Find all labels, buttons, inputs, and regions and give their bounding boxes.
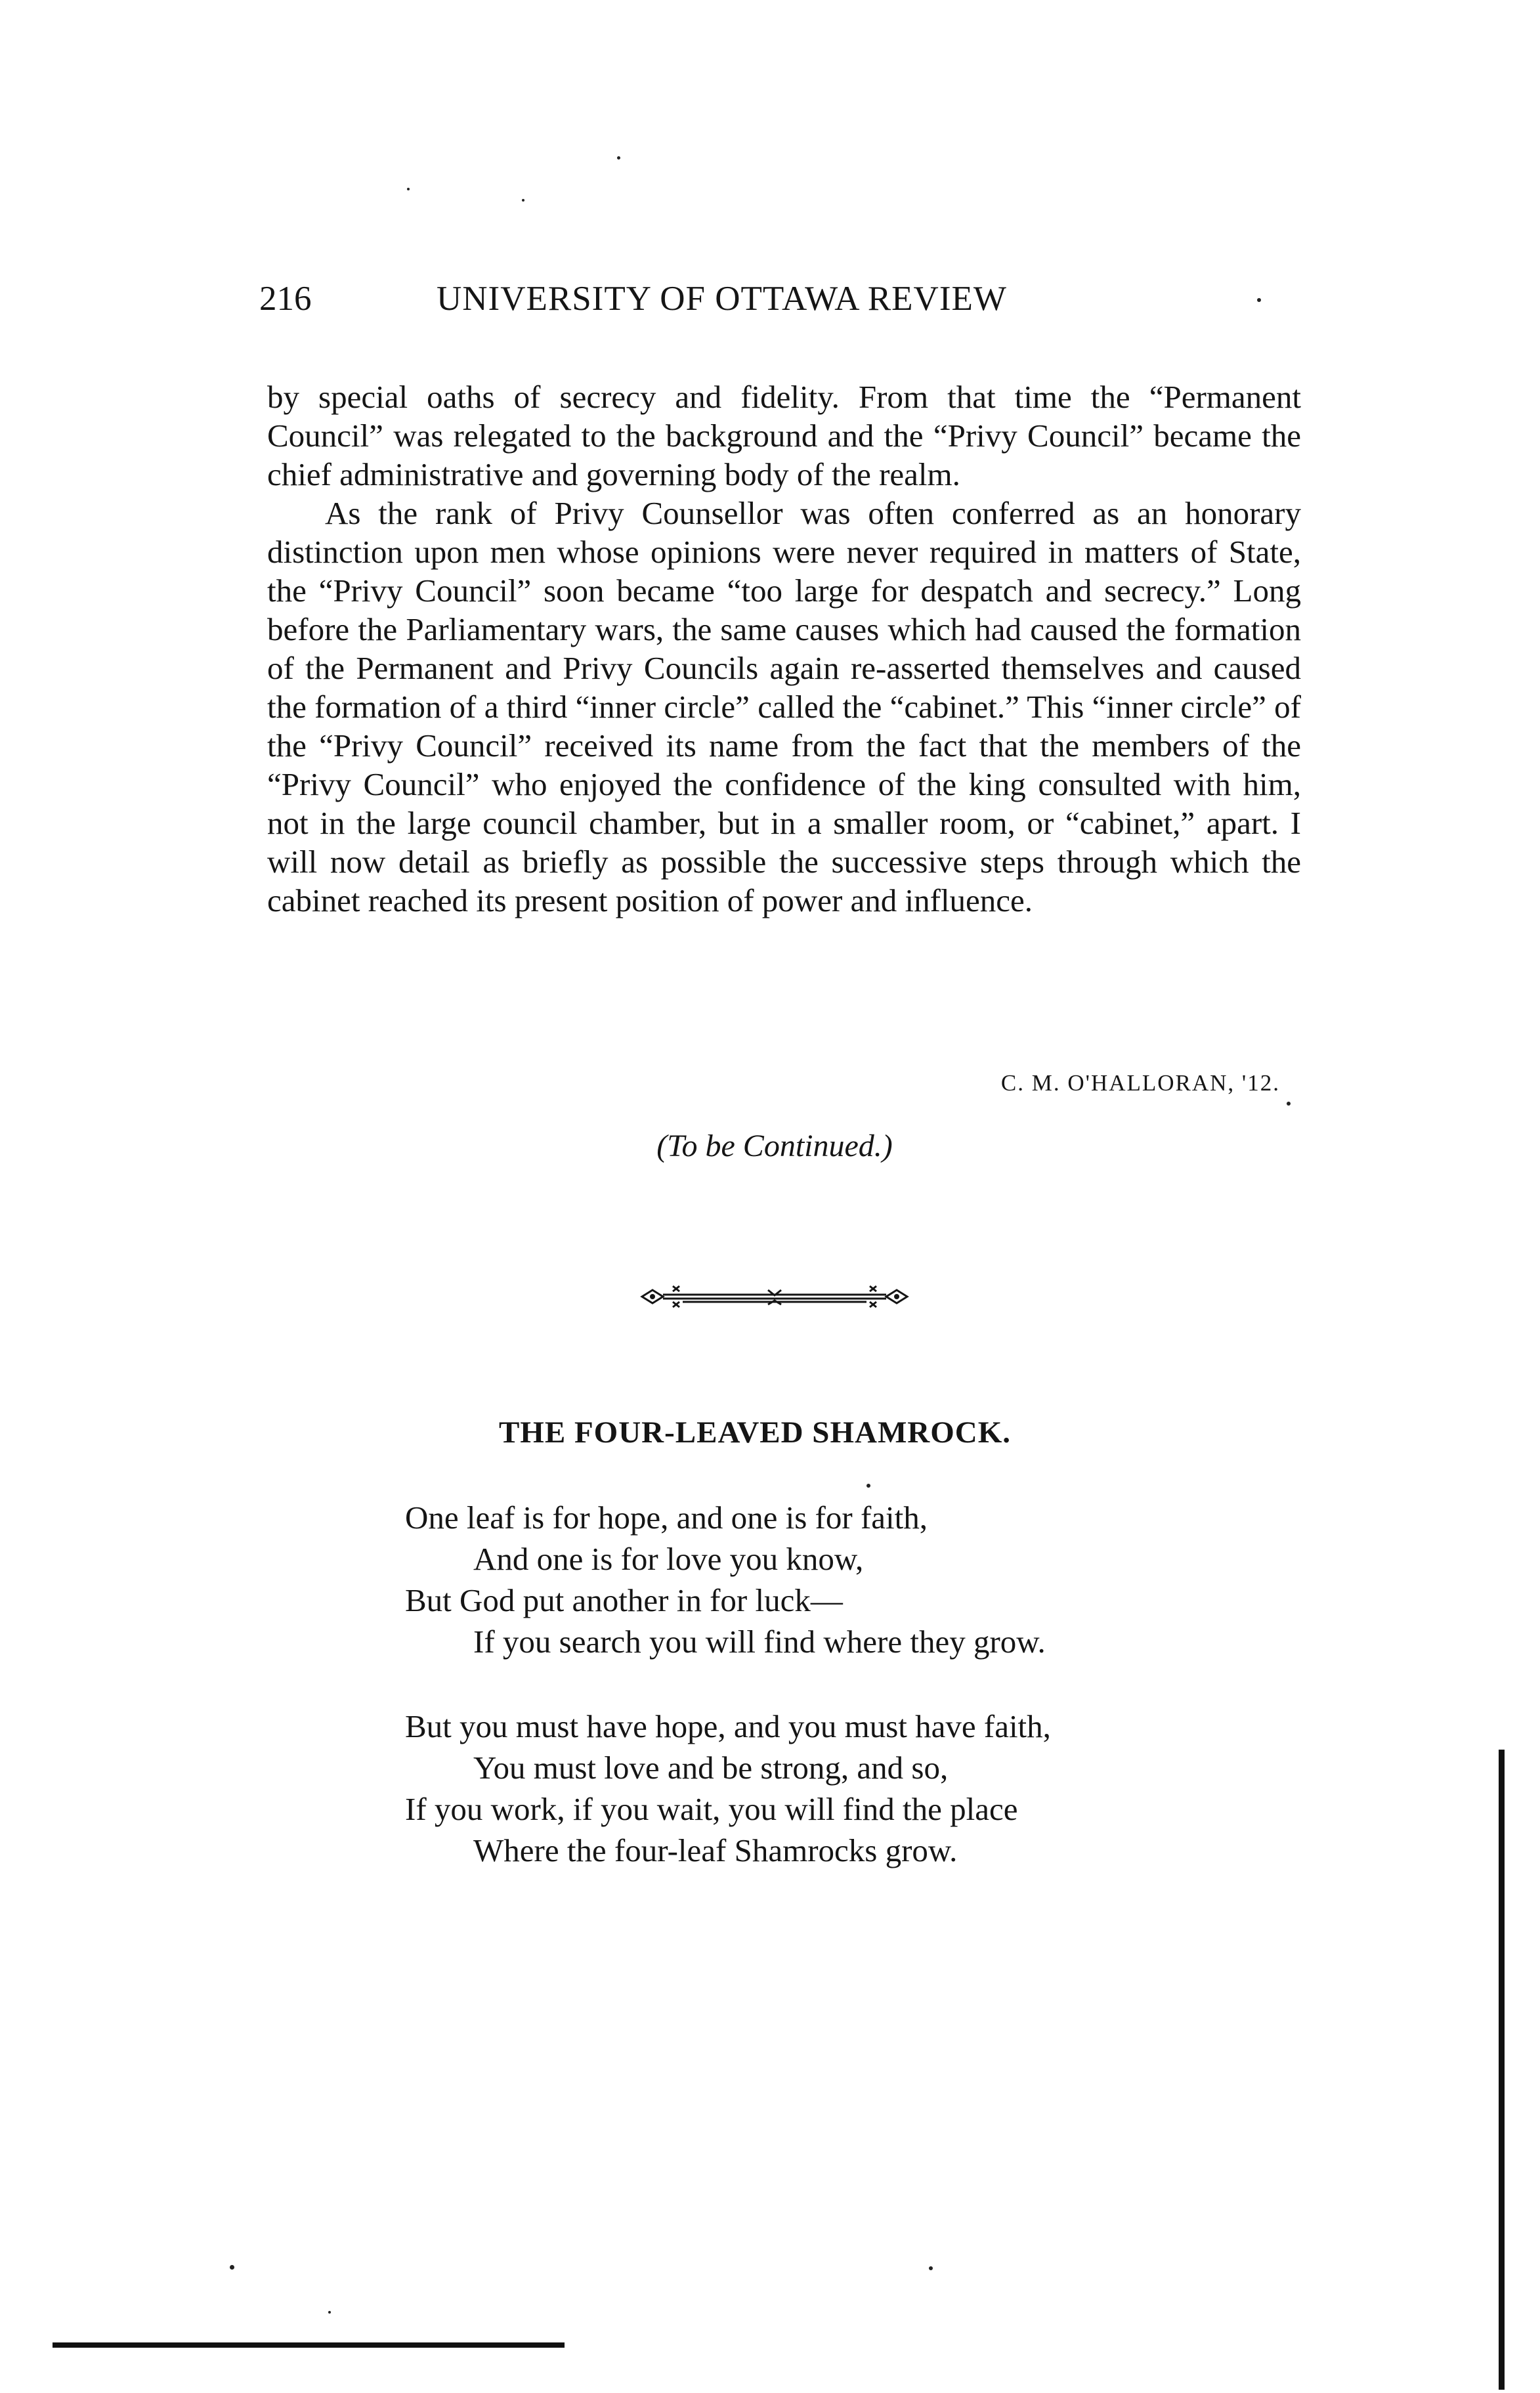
continued-note: (To be Continued.) — [656, 1129, 893, 1163]
scan-edge-bar — [1499, 1750, 1505, 2390]
poem-line: If you work, if you wait, you will find the place — [405, 1791, 1018, 1827]
scan-speck — [1287, 1102, 1291, 1106]
page-header — [259, 279, 1303, 325]
scan-speck — [522, 199, 524, 202]
author-signature: C. M. O'HALLORAN, '12. — [1000, 1070, 1280, 1096]
poem-title: THE FOUR-LEAVED SHAMROCK. — [498, 1415, 1012, 1450]
poem-line: One leaf is for hope, and one is for faith, — [405, 1499, 928, 1536]
poem-line: But God put another in for luck— — [405, 1582, 843, 1618]
paragraph: As the rank of Privy Counsellor was often conferred as an honorary distinction upon men whose opinions were never required in matters of State, the “Privy Council” soon became “too large for despatch and secrecy.” Long before the Parliamentary wars, the same causes which had caused the formation of the Permanent and Privy Councils again re-asserted themselves and caused the formation of a third “inner circle” called the “cabinet.” This “inner circle” of the “Privy Council” received its name from the fact that the members of the “Privy Council” who enjoyed the confidence of the king consulted with him, not in the large council chamber, but in a smaller room, or “cabinet,” apart. I will now detail as briefly as possible the successive steps through which the cabinet reached its present position of power and influence. — [267, 495, 1301, 918]
poem-line: You must love and be strong, and so, — [473, 1750, 949, 1786]
running-head: UNIVERSITY OF OTTAWA REVIEW — [437, 280, 1007, 318]
poem-line: If you search you will find where they grow. — [473, 1624, 1046, 1660]
scan-speck — [929, 2266, 933, 2270]
scan-speck — [866, 1484, 870, 1488]
scan-speck — [407, 188, 410, 190]
scan-speck — [1257, 298, 1261, 302]
scan-speck — [328, 2311, 331, 2314]
scan-edge-rule — [53, 2342, 565, 2348]
scan-speck — [230, 2265, 234, 2270]
poem-line: And one is for love you know, — [473, 1541, 864, 1577]
page-number: 216 — [259, 280, 312, 318]
poem-stanza — [405, 1706, 1258, 1871]
article-body — [267, 377, 1301, 920]
poem-stanza — [405, 1497, 1258, 1662]
poem-line: But you must have hope, and you must have faith, — [405, 1708, 1051, 1744]
poem — [405, 1497, 1258, 1914]
poem-line: Where the four-leaf Shamrocks grow. — [473, 1832, 958, 1868]
scan-speck — [617, 156, 620, 160]
ornament-divider — [637, 1277, 912, 1316]
paragraph: by special oaths of secrecy and fidelity. From that time the “Permanent Council” was relegated to the background and the “Privy Council” became the chief administrative and governing body of the realm. — [267, 379, 1301, 492]
